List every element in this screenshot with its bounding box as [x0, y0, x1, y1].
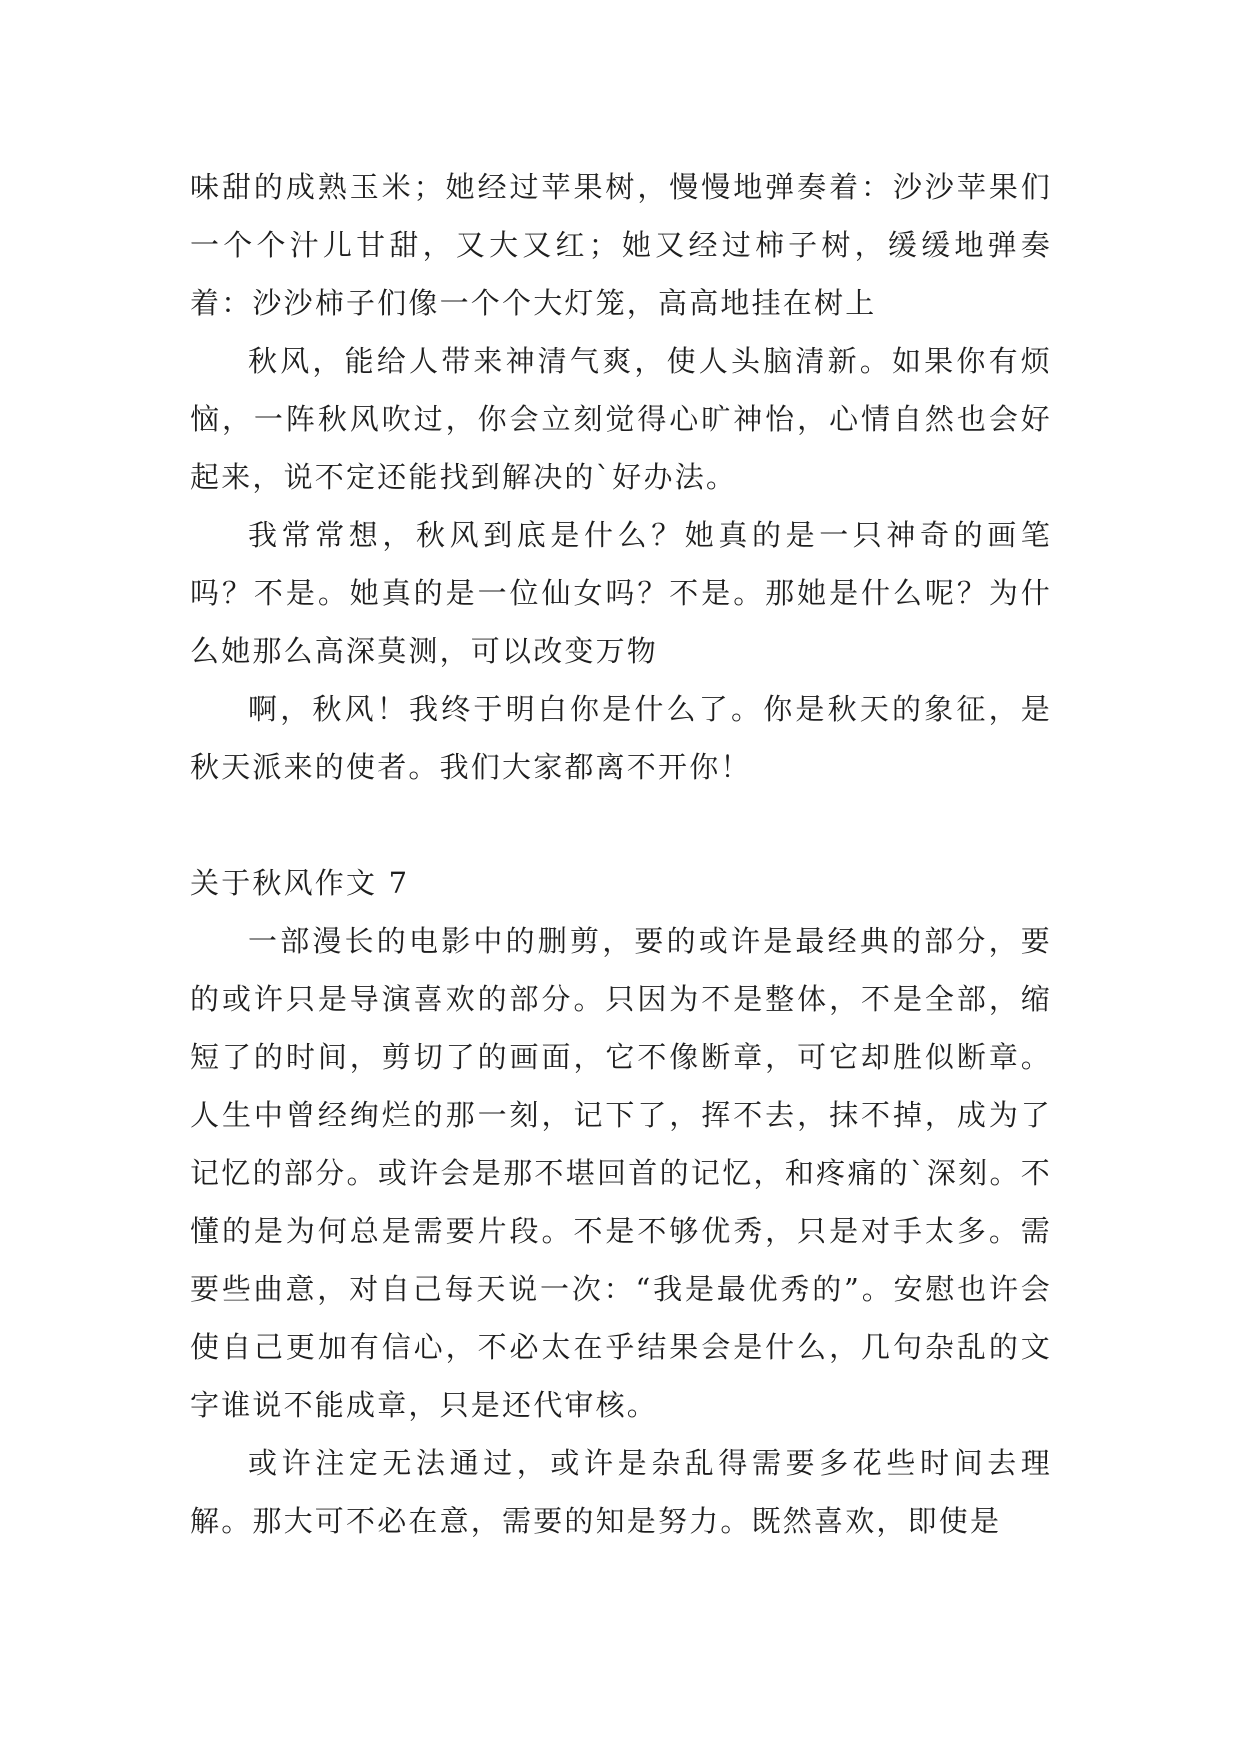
paragraph-messenger-of-autumn: 啊，秋风！我终于明白你是什么了。你是秋天的象征，是秋天派来的使者。我们大家都离不开你！ [190, 692, 1052, 784]
section-gap [190, 796, 1052, 854]
paragraph-effort: 或许注定无法通过，或许是杂乱得需要多花些时间去理解。那大可不必在意，需要的知是努力。既然喜欢，即使是 [190, 1446, 1052, 1538]
paragraph-corn-apple-persimmon: 味甜的成熟玉米；她经过苹果树，慢慢地弹奏着：沙沙苹果们一个个汁儿甘甜，又大又红；她又经过柿子树，缓缓地弹奏着：沙沙柿子们像一个个大灯笼，高高地挂在树上 [190, 170, 1052, 320]
paragraph-refreshing-wind: 秋风，能给人带来神清气爽，使人头脑清新。如果你有烦恼，一阵秋风吹过，你会立刻觉得心旷神怡，心情自然也会好起来，说不定还能找到解决的`好办法。 [190, 344, 1052, 494]
section-heading: 关于秋风作文 7 [190, 866, 410, 900]
paragraph-film-edit: 一部漫长的电影中的删剪，要的或许是最经典的部分，要的或许只是导演喜欢的部分。只因为不是整体，不是全部，缩短了的时间，剪切了的画面，它不像断章，可它却胜似断章。人生中曾经绚烂的那一刻，记下了，挥不去，抹不掉，成为了记忆的部分。或许会是那不堪回首的记忆，和疼痛的`深刻。不懂的是为何总是需要片段。不是不够优秀，只是对手太多。需要些曲意，对自己每天说一次：“我是最优秀的”。安慰也许会使自己更加有信心，不必太在乎结果会是什么，几句杂乱的文字谁说不能成章，只是还代审核。 [190, 924, 1052, 1422]
paragraph-what-is-autumn-wind: 我常常想，秋风到底是什么？她真的是一只神奇的画笔吗？不是。她真的是一位仙女吗？不是。那她是什么呢？为什么她那么高深莫测，可以改变万物 [190, 518, 1052, 668]
document-body [190, 158, 1052, 1550]
